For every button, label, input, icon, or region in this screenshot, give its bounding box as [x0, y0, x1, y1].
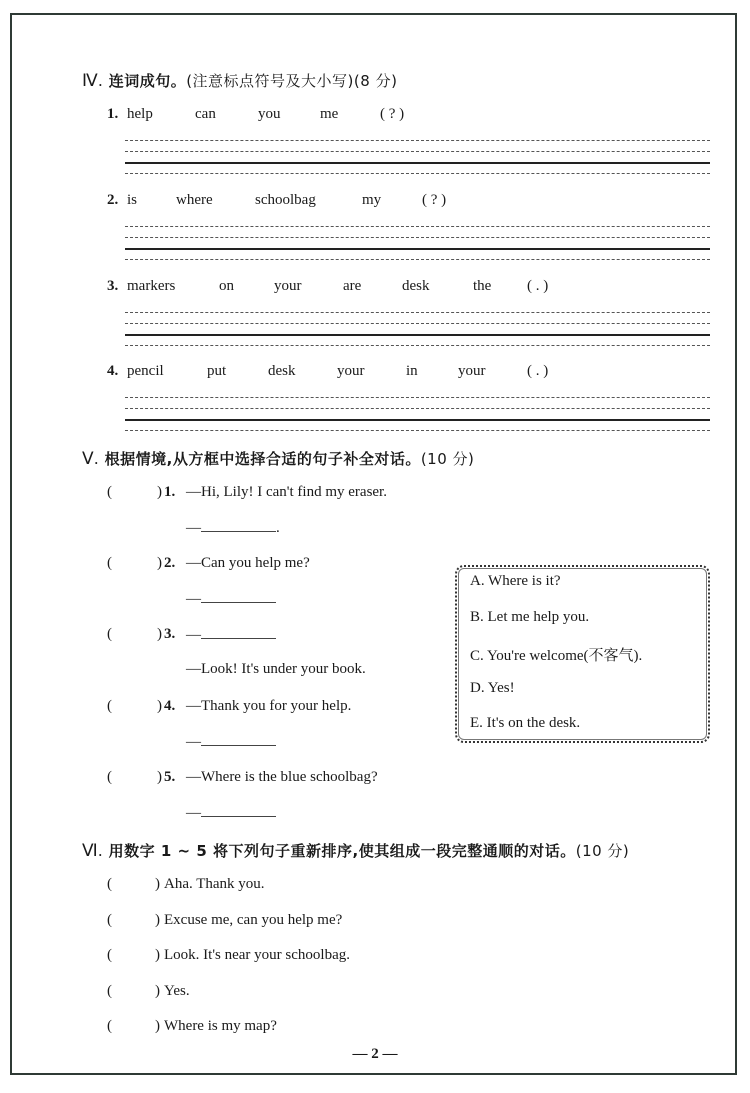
- writing-line[interactable]: [125, 226, 710, 227]
- writing-line[interactable]: [125, 408, 710, 409]
- writing-line[interactable]: [125, 173, 710, 174]
- dialog-line-2: [186, 804, 276, 822]
- dialog-number: 1.: [164, 484, 176, 500]
- section-4-numeral: Ⅳ.: [82, 71, 103, 90]
- answer-paren-close[interactable]: ): [157, 769, 162, 785]
- writing-line[interactable]: [125, 151, 710, 152]
- section-5-heading: [82, 448, 474, 469]
- dialog-text: —: [186, 627, 201, 643]
- writing-line[interactable]: [125, 237, 710, 238]
- dialog-line-1: [186, 769, 378, 786]
- scrambled-word: in: [406, 363, 418, 379]
- option-item: C. You're welcome(不客气).: [470, 648, 643, 664]
- scrambled-word: your: [274, 278, 302, 294]
- section-6-title: 用数字 1 ~ 5 将下列句子重新排序,使其组成一段完整通顺的对话。: [108, 842, 576, 860]
- dialog-text: —Look! It's under your book.: [186, 661, 366, 677]
- answer-paren-open[interactable]: (: [107, 484, 112, 500]
- writing-line[interactable]: [125, 162, 710, 164]
- order-paren-close[interactable]: ): [155, 912, 160, 928]
- item-number: 1.: [107, 106, 119, 122]
- answer-paren-close[interactable]: ): [157, 555, 162, 571]
- writing-line[interactable]: [125, 312, 710, 313]
- dialog-suffix: .: [276, 520, 280, 536]
- dialog-text: —: [186, 805, 201, 821]
- dialog-number: 4.: [164, 698, 176, 714]
- order-paren-open[interactable]: (: [107, 1018, 112, 1034]
- dialog-text: —Hi, Lily! I can't find my eraser.: [186, 484, 387, 500]
- writing-line[interactable]: [125, 334, 710, 336]
- writing-line[interactable]: [125, 345, 710, 346]
- option-item: A. Where is it?: [470, 573, 561, 589]
- dialog-line-1: [186, 484, 387, 501]
- scrambled-word: are: [343, 278, 362, 294]
- dialog-number: 2.: [164, 555, 176, 571]
- scrambled-word: put: [207, 363, 227, 379]
- dialog-line-1: [186, 626, 276, 644]
- order-sentence: Excuse me, can you help me?: [164, 912, 343, 928]
- dialog-number: 5.: [164, 769, 176, 785]
- option-item: D. Yes!: [470, 680, 515, 696]
- scrambled-word: the: [473, 278, 492, 294]
- answer-blank[interactable]: [201, 626, 276, 639]
- scrambled-word: my: [362, 192, 382, 208]
- dialog-text: —: [186, 734, 201, 750]
- scrambled-word: me: [320, 106, 339, 122]
- writing-line[interactable]: [125, 430, 710, 431]
- order-paren-close[interactable]: ): [155, 947, 160, 963]
- writing-line[interactable]: [125, 248, 710, 250]
- punctuation-hint: ( ? ): [422, 192, 447, 208]
- answer-paren-open[interactable]: (: [107, 769, 112, 785]
- option-item: E. It's on the desk.: [470, 715, 581, 731]
- dialog-text: —: [186, 591, 201, 607]
- answer-paren-open[interactable]: (: [107, 626, 112, 642]
- dialog-line-2: [186, 733, 276, 751]
- scrambled-word: desk: [402, 278, 430, 294]
- writing-line[interactable]: [125, 323, 710, 324]
- punctuation-hint: ( ? ): [380, 106, 405, 122]
- writing-line[interactable]: [125, 140, 710, 141]
- item-number: 2.: [107, 192, 119, 208]
- answer-paren-close[interactable]: ): [157, 698, 162, 714]
- order-paren-close[interactable]: ): [155, 876, 160, 892]
- dialog-line-2: [186, 519, 280, 537]
- dialog-text: —Thank you for your help.: [186, 698, 352, 714]
- scrambled-word: where: [176, 192, 213, 208]
- order-sentence: Look. It's near your schoolbag.: [164, 947, 350, 963]
- punctuation-hint: ( . ): [527, 278, 549, 294]
- dialog-text: —Can you help me?: [186, 555, 310, 571]
- answer-blank[interactable]: [201, 733, 276, 746]
- scrambled-word: pencil: [127, 363, 164, 379]
- answer-blank[interactable]: [201, 804, 276, 817]
- order-sentence: Yes.: [164, 983, 190, 999]
- page-number: — 2 —: [352, 1046, 398, 1062]
- order-sentence: Aha. Thank you.: [164, 876, 265, 892]
- scrambled-word: you: [258, 106, 281, 122]
- writing-line[interactable]: [125, 419, 710, 421]
- section-6-numeral: Ⅵ.: [82, 841, 103, 860]
- dialog-line-1: [186, 698, 351, 715]
- dialog-text: —Where is the blue schoolbag?: [186, 769, 378, 785]
- answer-blank[interactable]: [201, 590, 276, 603]
- section-4-note: (注意标点符号及大小写)(8 分): [186, 72, 398, 90]
- order-sentence: Where is my map?: [164, 1018, 277, 1034]
- answer-paren-close[interactable]: ): [157, 484, 162, 500]
- scrambled-word: schoolbag: [255, 192, 316, 208]
- section-5-title: 根据情境,从方框中选择合适的句子补全对话。: [104, 450, 421, 468]
- section-4-heading: [82, 70, 397, 91]
- writing-line[interactable]: [125, 397, 710, 398]
- order-paren-open[interactable]: (: [107, 912, 112, 928]
- scrambled-word: markers: [127, 278, 176, 294]
- dialog-number: 3.: [164, 626, 176, 642]
- item-number: 3.: [107, 278, 119, 294]
- scrambled-word: on: [219, 278, 234, 294]
- order-paren-open[interactable]: (: [107, 983, 112, 999]
- answer-blank[interactable]: [201, 519, 276, 532]
- order-paren-open[interactable]: (: [107, 876, 112, 892]
- dialog-line-1: [186, 555, 310, 572]
- scrambled-word: your: [458, 363, 486, 379]
- order-paren-open[interactable]: (: [107, 947, 112, 963]
- scrambled-word: can: [195, 106, 216, 122]
- section-6-points: (10 分): [575, 842, 630, 860]
- answer-paren-open[interactable]: (: [107, 555, 112, 571]
- scrambled-word: your: [337, 363, 365, 379]
- order-paren-close[interactable]: ): [155, 983, 160, 999]
- punctuation-hint: ( . ): [527, 363, 549, 379]
- dialog-line-2: [186, 590, 276, 608]
- section-5-points: (10 分): [420, 450, 475, 468]
- scrambled-word: is: [127, 192, 138, 208]
- dialog-text: —: [186, 520, 201, 536]
- order-paren-close[interactable]: ): [155, 1018, 160, 1034]
- answer-paren-open[interactable]: (: [107, 698, 112, 714]
- section-5-numeral: Ⅴ.: [82, 449, 99, 468]
- scrambled-word: desk: [268, 363, 296, 379]
- item-number: 4.: [107, 363, 119, 379]
- option-item: B. Let me help you.: [470, 609, 590, 625]
- answer-paren-close[interactable]: ): [157, 626, 162, 642]
- scrambled-word: help: [127, 106, 153, 122]
- writing-line[interactable]: [125, 259, 710, 260]
- section-4-title: 连词成句。: [108, 72, 187, 90]
- section-6-heading: [82, 840, 629, 861]
- dialog-line-2: [186, 661, 366, 678]
